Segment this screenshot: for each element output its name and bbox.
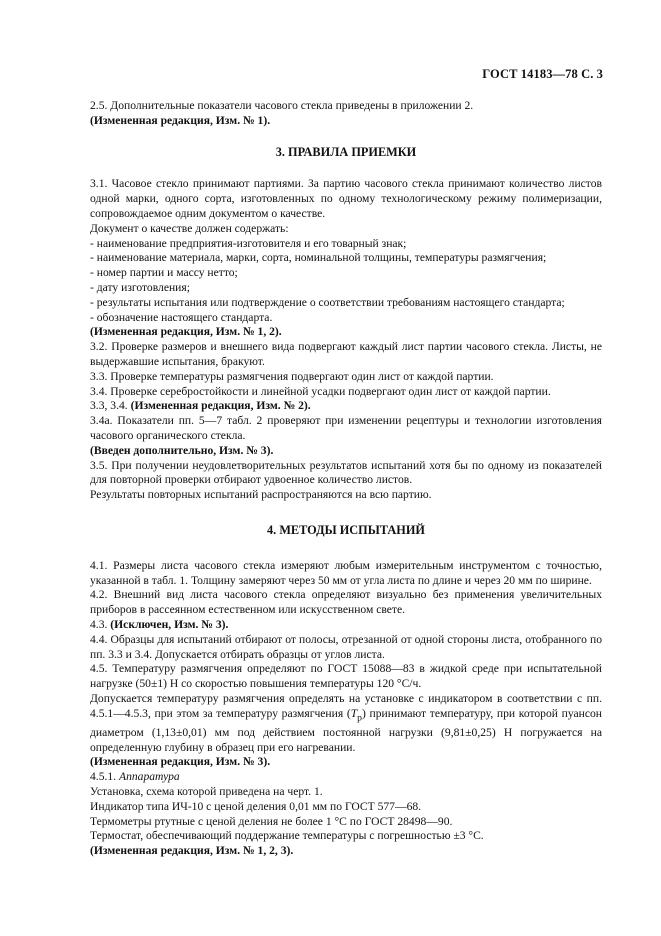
paragraph-3-5-results: Результаты повторных испытаний распространяются на всю партию. <box>90 488 432 502</box>
section-heading-3: 3. ПРАВИЛА ПРИЕМКИ <box>275 144 417 159</box>
paragraph-3-3-3-4 <box>90 399 602 414</box>
paragraph-doc-quality: Документ о качестве должен содержать: <box>90 221 289 235</box>
paragraph-3-4: 3.4. Проверке серебростойкости и линейной усадки подвергают один лист от каждой партии. <box>90 384 551 398</box>
amendment-note: (Измененная редакция, Изм. № 1, 2). <box>90 325 282 339</box>
paragraph-setup: Установка, схема которой приведена на черт. 1. <box>90 784 323 798</box>
paragraph-4-2: 4.2. Внешний вид листа часового стекла определяют визуально без применения увеличительных приборов в рассеянном естественном или искусственном свете. <box>90 588 602 617</box>
paragraph-4-3 <box>90 618 602 633</box>
paragraph-thermometers: Термометры ртутные с ценой деления не более 1 °С по ГОСТ 28498—90. <box>90 814 453 828</box>
page-header: ГОСТ 14183—78 С. 3 <box>482 67 603 81</box>
symbol-T: T <box>350 706 358 720</box>
text-run: Допускается температуру размягчения определять на установке с индикатором в соответствии с пп. 4.5.1—4.5.3, при этом за температуру размягчения ( <box>90 691 602 720</box>
amendment-note: (Измененная редакция, Изм. № 1, 2, 3). <box>90 844 294 858</box>
list-item: - наименование материала, марки, сорта, номинальной толщины, температуры размягчения; <box>90 251 547 265</box>
paragraph-3-3: 3.3. Проверке температуры размягчения подвергают один лист от каждой партии. <box>90 369 494 383</box>
paragraph-3-5: 3.5. При получении неудовлетворительных результатов испытаний хотя бы по одному из показателей для повторной проверки отбирают удвоенное количество листов. <box>90 458 602 487</box>
paragraph-2-5: 2.5. Дополнительные показатели часового стекла приведены в приложении 2. <box>90 99 474 112</box>
list-item: - обозначение настоящего стандарта. <box>90 310 273 324</box>
paragraph-3-4a: 3.4а. Показатели пп. 5—7 табл. 2 проверяют при изменении рецептуры и технологии изготовления часового органического стекла. <box>90 414 602 442</box>
paragraph-ref: 3.3, 3.4. <box>90 399 131 413</box>
list-item: - результаты испытания или подтверждение о соответствии требованиям настоящего стандарта; <box>90 295 565 309</box>
paragraph-thermostat: Термостат, обеспечивающий поддержание температуры с погрешностью ±3 °С. <box>90 829 484 843</box>
paragraph-4-5: 4.5. Температуру размягчения определяют по ГОСТ 15088—83 в жидкой среде при испытательной нагрузке (50±1) Н со скоростью повышения температуры 120 °С/ч. <box>90 662 602 691</box>
symbol-subscript: р <box>357 712 362 723</box>
subheading-apparatus: Аппаратура <box>118 770 180 784</box>
amendment-note: (Измененная редакция, Изм. № 3). <box>90 755 271 769</box>
paragraph-4-5-1 <box>90 770 602 785</box>
paragraph-4-4: 4.4. Образцы для испытаний отбирают от полосы, отрезанной от одной стороны листа, отобранного по пп. 3.3 и 3.4. Допускается отбирать образцы от углов листа. <box>90 632 602 661</box>
paragraph-ref: 4.3. <box>90 617 111 631</box>
paragraph-4-5-alt <box>90 692 602 756</box>
list-item: - наименование предприятия-изготовителя и его товарный знак; <box>90 236 407 250</box>
paragraph-indicator: Индикатор типа ИЧ-10 с ценой деления 0,01 мм по ГОСТ 577—68. <box>90 799 422 813</box>
paragraph-4-1: 4.1. Размеры листа часового стекла измеряют любым измерительным инструментом с точностью, указанной в табл. 1. Толщину замеряют через 50 мм от угла листа по длине и через 20 мм по ширине. <box>90 558 602 587</box>
list-item: - дату изготовления; <box>90 280 190 294</box>
paragraph-3-2: 3.2. Проверке размеров и внешнего вида подвергают каждый лист партии часового стекла. Листы, не выдержавшие испытания, бракуют. <box>90 340 602 368</box>
amendment-note: (Исключен, Изм. № 3). <box>110 617 229 631</box>
section-heading-4: 4. МЕТОДЫ ИСПЫТАНИЙ <box>267 522 425 537</box>
amendment-note: (Измененная редакция, Изм. № 2). <box>130 399 311 413</box>
list-item: - номер партии и массу нетто; <box>90 266 238 280</box>
text-run: ) принимают температуру, при которой пуансон диаметром (1,13±0,01) мм под действием постоянной нагрузки (9,81±0,25) Н погружается на определенную глубину в образец при его нагревании. <box>90 706 602 754</box>
paragraph-ref: 4.5.1. <box>90 770 119 784</box>
paragraph-3-1: 3.1. Часовое стекло принимают партиями. За партию часового стекла принимают количество листов одной марки, одного сорта, изготовленных по одному технологическому режиму полимеризации, сопровождаемое одним документом о качестве. <box>90 177 602 220</box>
amendment-note: (Измененная редакция, Изм. № 1). <box>90 113 271 127</box>
amendment-note: (Введен дополнительно, Изм. № 3). <box>90 443 274 457</box>
document-body <box>90 99 602 859</box>
